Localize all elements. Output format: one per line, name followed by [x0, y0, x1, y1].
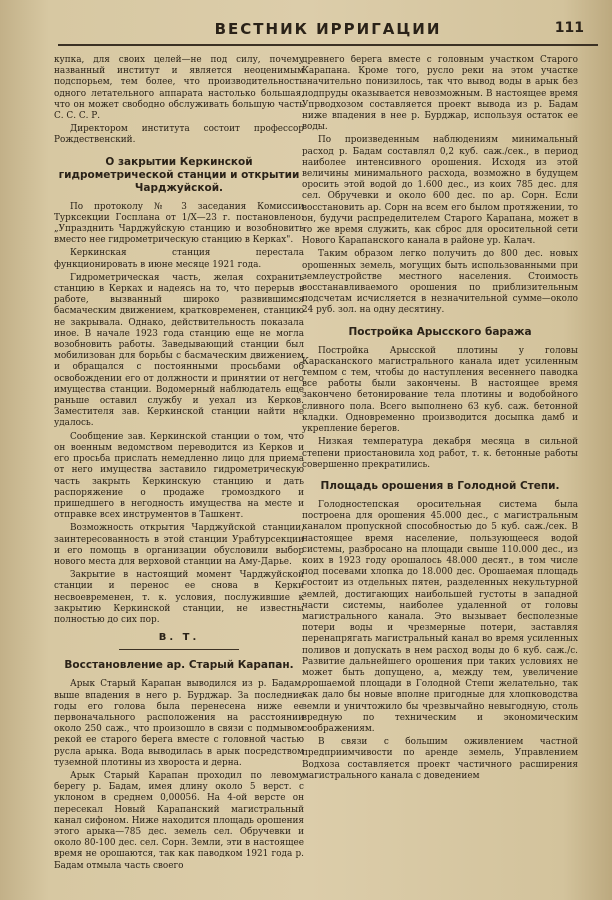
section-title-karapan: Восстановление ар. Старый Карапан.: [64, 659, 294, 672]
page-header: [58, 16, 598, 46]
article-paragraph: Закрытие в настоящий момент Чарджуйской станции и перенос ее снова в Керки несвоевременен, т. к. условия, послужившие к закрытию Керкинской станции, не известны полностью до сих пор.: [54, 570, 304, 625]
left-column: [54, 55, 304, 895]
article-paragraph: Возможность открытия Чарджуйской станции, заинтересованность в этой станции Урабтурсекции и его помощь в организации обусловили выбор нового места для верховой станции на Аму-Дарье.: [54, 523, 304, 567]
section-title-arys: Постройка Арысского баража: [348, 325, 532, 338]
article-paragraph: Постройка Арысской плотины у головы Карасканского магистрального канала идет усиленным темпом с тем, чтобы до наступления весеннего паводка все работы были закончены. В настоящее время закончено бетонирование тела плотины и водобойного сливного пола. Всего выполнено 63 куб. саж. бетонной кладки. Одновременно производится досыпка дамб и укрепление берегов.: [302, 345, 578, 435]
article-paragraph: По произведенным наблюдениям минимальный расход р. Бадам составлял 0,2 куб. саж./сек., в период наиболее интенсивного орошения. Исходя из этой величины минимального расхода, возможно в будущем оросить этой водой до 1.600 дес., из коих 785 дес. для сел. Обручевки и около 600 дес. по ар. Сорн. Если восстановить ар. Сорн на всем его былом протяжении, то он, будучи распределителем Старого Карапана, может в то же время служить, как сброс для оросительной сети Нового Карапанского канала в районе ур. Калач.: [302, 135, 578, 247]
intro-paragraph: Директором института состоит профессор Рождественский.: [54, 124, 304, 146]
article-paragraph: По протоколу № 3 заседания Комиссии Турксекции Госплана от 1/Х—23 г. постановлено: „Упразднить Чарджуйскую станцию и возобновить вместо нее гидрометрическую станцию в Керках".: [54, 201, 304, 246]
section-title-kerki: О закрытии Керкинской гидрометрической станции и открытии Чарджуйской.: [58, 155, 300, 194]
intro-paragraph: купка, для своих целей—не под силу, почему названный институт и является неоценимым подспорьем, тем более, что производительность одного летательного аппарата настолько большая, что он может свободно обслуживать большую часть С. С. С. Р.: [54, 55, 304, 122]
article-paragraph: Арык Старый Карапан проходил по левому берегу р. Бадам, имея длину около 5 верст. с уклоном в среднем 0,00056. На 4-ой версте он пересекал Новый Карапанский магистральный канал сифоном. Ниже находится площадь орошения этого арыка—785 дес. земель сел. Обручевки и около 80-100 дес. сел. Сорн. Земли, эти в настоящее время не орошаются, так как паводком 1921 года р. Бадам отмыла часть своего: [54, 770, 304, 871]
section-title-golodnaya-step: Площадь орошения в Голодной Степи.: [320, 479, 560, 492]
section-divider: [119, 649, 239, 650]
article-paragraph: Таким образом легко получить до 800 дес. новых орошенных земель, могущих быть использованными при землеустройстве местного населения. Стоимость восстанавливаемого орошения по приблизительным подсчетам исчисляется в незначительной сумме—около 24 руб. зол. на одну десятину.: [302, 249, 578, 316]
journal-title: ВЕСТНИК ИРРИГАЦИИ: [214, 20, 442, 38]
article-paragraph: Голодностепская оросительная система была построена для орошения 45.000 дес., с магистральным каналом пропускной способностью до 5 куб. саж./сек. В настоящее время население, пользующееся водой системы, разбросано на площади свыше 110.000 дес., из коих в 1923 году орошалось 48.000 десят., в том числе под посевами хлопка до 18.000 дес. Орошаемая площадь состоит из отдельных пятен, разделенных некультурной землей, достигающих наибольшей густоты в западной части системы, наиболее удаленной от головы магистрального канала. Это вызывает бесполезные потери воды и чрезмерные потери, заставляя перенапрягать магистральный канал во время усиленных поливов и допускать в нем расход воды до 6 куб. саж./с. Развитие дальнейшего орошения при таких условиях не может быть допущено, а, между тем, увеличение орошаемой площади в Голодной Степи желательно, так как дало бы новые вполне пригодные для хлопководства земли и уничтожило бы чрезвычайно невыгодную, столь вредную по техническим и экономическим соображениям.: [302, 499, 578, 734]
article-paragraph: Керкинская станция перестала функционировать в июне месяце 1921 года.: [54, 248, 304, 270]
article-paragraph: древнего берега вместе с головным участком Старого Карапана. Кроме того, русло реки на этом участке значительно понизилось, так что вывод воды в арык без подпруды оказывается невозможным. В настоящее время Упрводхозом составляется проект вывода из р. Бадам ниже впадения в нее р. Бурджар, используя остаток ее воды.: [302, 55, 578, 133]
right-column: [302, 55, 578, 895]
article-paragraph: Сообщение зав. Керкинской станции о том, что он военным ведомством переводится из Керков и его просьба прислать немедленно лицо для приема от него имущества заставило гидрометрическую часть закрыть Керкинскую станцию и дать распоряжение о продаже громоздкого и пришедшего в негодность имущества на месте и отправке всех инструментов в Ташкент.: [54, 431, 304, 521]
author-signature: В. Т.: [158, 632, 200, 644]
article-paragraph: Низкая температура декабря месяца в сильной степени приостановила ход работ, т. к. бетонные работы совершенно прекратились.: [302, 437, 578, 470]
page-number: 111: [554, 20, 584, 36]
article-paragraph: Арык Старый Карапан выводился из р. Бадам, выше впадения в него р. Бурджар. За последние годы его голова была перенесена ниже ее первоначального расположения на расстоянии около 250 саж., что произошло в связи с подмывом рекой ее старого берега вместе с головной частью русла арыка. Вода выводилась в арык посредством туземной плотины из хвороста и дерна.: [54, 679, 304, 768]
article-paragraph: В связи с большим оживлением частной предприимчивости по аренде земель, Управлением Водхоза составляется проект частичного расширения магистрального канала с доведением: [302, 737, 578, 781]
article-paragraph: Гидрометрическая часть, желая сохранить станцию в Керках и надеясь на то, что перерыв в работе, вызванный широко развившимся басмаческим движением, кратковременен, станцию не закрывала. Однако, действительность показала иное. В начале 1923 года станцию еще не могла возобновить работы. Заведывающий станции был мобилизован для борьбы с басмаческим движением и обращался с постоянными просьбами об освобождении его от должности и принятии от него имущества станции. Водомерный наблюдатель еще раньше оставил службу и уехал из Керков. Заместителя зав. Керкинской станции найти не удалось.: [54, 272, 304, 429]
